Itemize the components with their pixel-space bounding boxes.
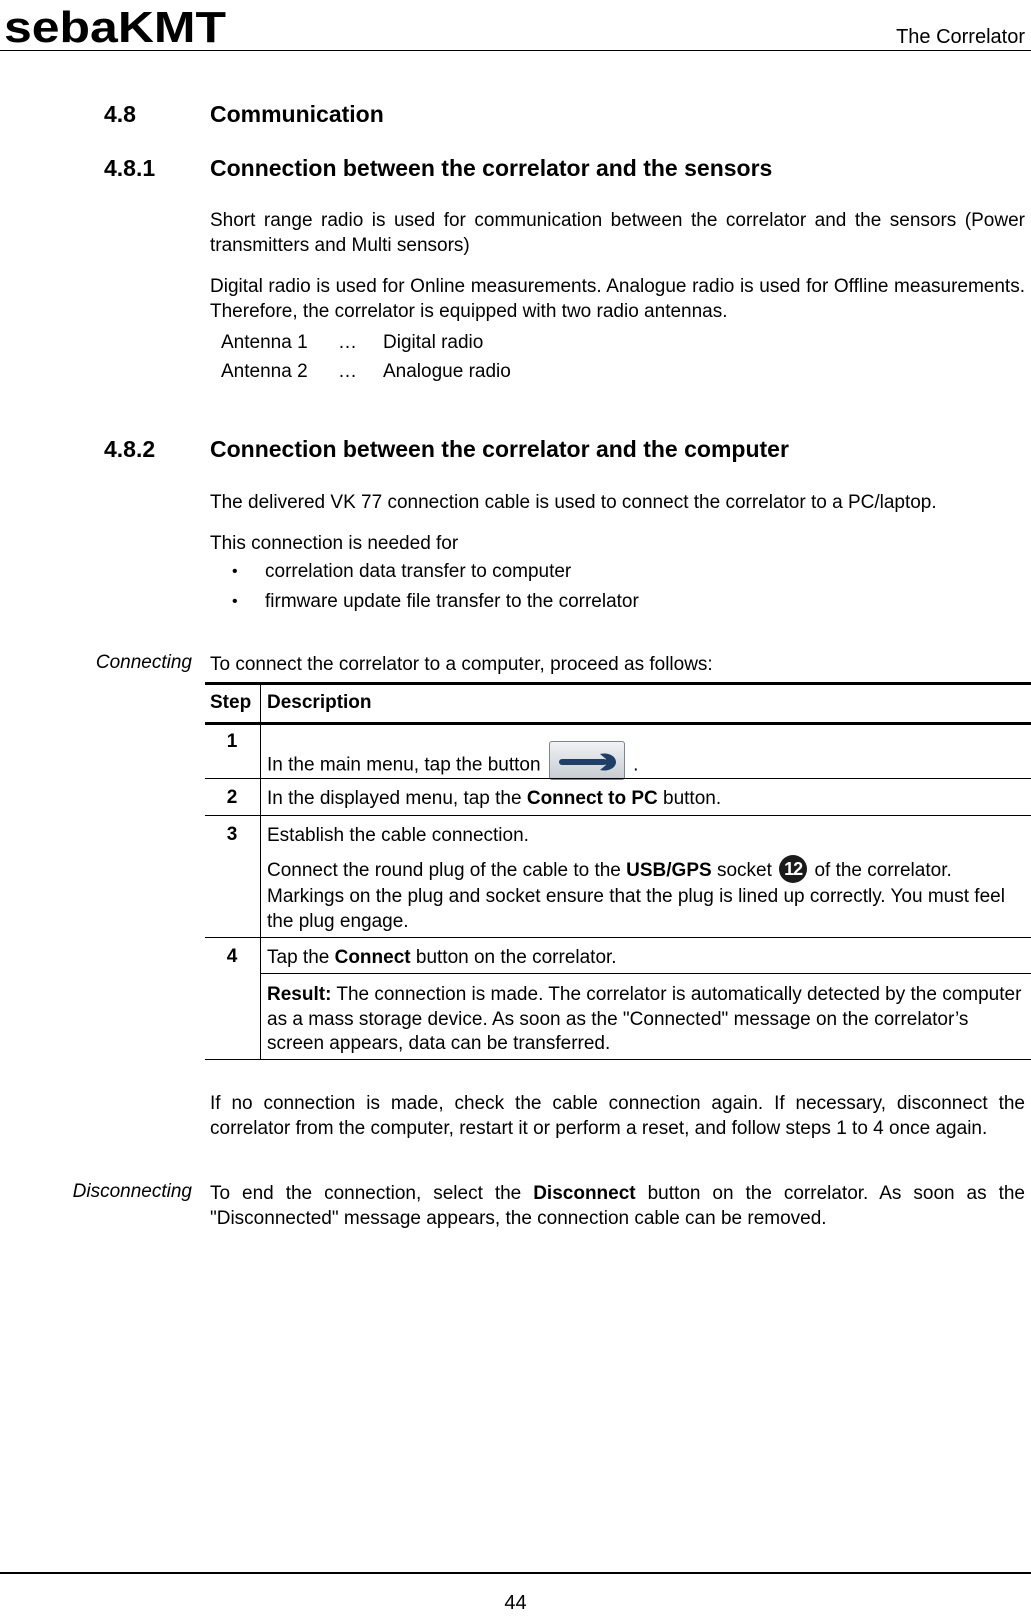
step-text: socket: [711, 860, 772, 882]
footer-divider: [0, 1572, 1031, 1574]
list-item: correlation data transfer to computer: [265, 561, 572, 582]
disconnect-label: Disconnect: [533, 1183, 636, 1204]
side-label-connecting: Connecting: [95, 652, 192, 673]
result-text: [267, 983, 1027, 1057]
step-number: 4: [226, 946, 238, 967]
step-text: Connect the round plug of the cable to the: [267, 860, 627, 882]
row-rule: [205, 815, 1031, 816]
bullet-icon: •: [232, 593, 238, 610]
step-text: Tap the: [267, 947, 335, 968]
table-row: [267, 857, 1027, 934]
header-title: The Correlator: [896, 26, 1025, 48]
step-text: To end the connection, select the: [210, 1183, 534, 1204]
usb-gps-label: USB/GPS: [626, 860, 712, 882]
connecting-intro: To connect the correlator to a computer, proceed as follows:: [210, 654, 713, 675]
table-column-divider: [260, 683, 261, 1060]
section-number: 4.8: [104, 101, 136, 127]
table-header-description: Description: [267, 692, 372, 713]
antenna-type: Digital radio: [383, 332, 484, 353]
step-text: button on the correlator.: [410, 947, 617, 968]
paragraph: This connection is needed for: [210, 533, 459, 554]
step-text: .: [633, 754, 639, 776]
paragraph: Digital radio is used for Online measurements. Analogue radio is used for Offline measurements. Therefore, the correlator is equipped with two radio antennas.: [210, 276, 1025, 322]
side-label-disconnecting: Disconnecting: [72, 1181, 192, 1202]
table-header-step: Step: [210, 692, 252, 713]
table-row: [267, 787, 1027, 812]
sebakmt-logo: [4, 2, 229, 50]
subsection-title: Connection between the correlator and the sensors: [210, 155, 773, 181]
paragraph: The delivered VK 77 connection cable is used to connect the correlator to a PC/laptop.: [210, 492, 937, 513]
disconnecting-paragraph: [210, 1181, 1025, 1231]
antenna-type: Analogue radio: [383, 361, 511, 382]
subsection-number: 4.8.2: [104, 436, 156, 462]
step-text: In the main menu, tap the button: [267, 754, 541, 776]
table-row: [267, 746, 1027, 785]
connect-label: Connect: [334, 947, 411, 968]
socket-number-badge: 12: [779, 855, 807, 883]
antenna-separator: …: [338, 361, 357, 382]
page-number: 44: [504, 1592, 527, 1614]
step-text: In the displayed menu, tap the: [267, 788, 527, 809]
paragraph: Short range radio is used for communication between the correlator and the sensors (Power transmitters and Multi sensors): [210, 210, 1025, 256]
settings-button[interactable]: [549, 741, 625, 780]
antenna-name: Antenna 2: [221, 361, 308, 382]
step-text: of the correlator. Markings on the plug and socket ensure that the plug is lined up correctly. You must feel the plug engage.: [267, 860, 1005, 932]
row-rule: [205, 937, 1031, 938]
antenna-name: Antenna 1: [221, 332, 308, 353]
bullet-icon: •: [232, 563, 238, 580]
result-label: Result:: [267, 984, 332, 1005]
subsection-title: Connection between the correlator and the computer: [210, 436, 789, 462]
header-divider: [0, 50, 1031, 51]
antenna-separator: …: [338, 332, 357, 353]
logo-wordmark: sebaKMT: [4, 3, 227, 50]
section-title: Communication: [210, 101, 384, 127]
step-text: button.: [657, 788, 722, 809]
row-rule: [261, 973, 1031, 974]
subsection-number: 4.8.1: [104, 155, 156, 181]
step-text: The connection is made. The correlator is automatically detected by the computer as a mass storage device. As soon as the "Connected" message on the correlator’s screen appears, data can be transferred.: [267, 984, 1022, 1054]
connect-to-pc-label: Connect to PC: [526, 788, 658, 809]
table-row-line: Establish the cable connection.: [267, 825, 529, 846]
step-number: 3: [226, 824, 238, 845]
table-row: [267, 946, 1027, 971]
step-number: 2: [226, 787, 238, 808]
table-header-rule: [205, 722, 1031, 725]
list-item: firmware update file transfer to the correlator: [265, 591, 639, 612]
paragraph: If no connection is made, check the cable connection again. If necessary, disconnect the correlator from the computer, restart it or perform a reset, and follow steps 1 to 4 once again.: [210, 1093, 1025, 1139]
wrench-icon: [550, 742, 624, 779]
step-text: button on the correlator. As soon as the "Disconnected" message appears, the connection cable can be removed.: [210, 1183, 1025, 1229]
row-rule: [205, 778, 1031, 779]
table-bottom-rule: [205, 1059, 1031, 1060]
table-top-rule: [205, 682, 1031, 685]
step-number: 1: [226, 731, 238, 752]
